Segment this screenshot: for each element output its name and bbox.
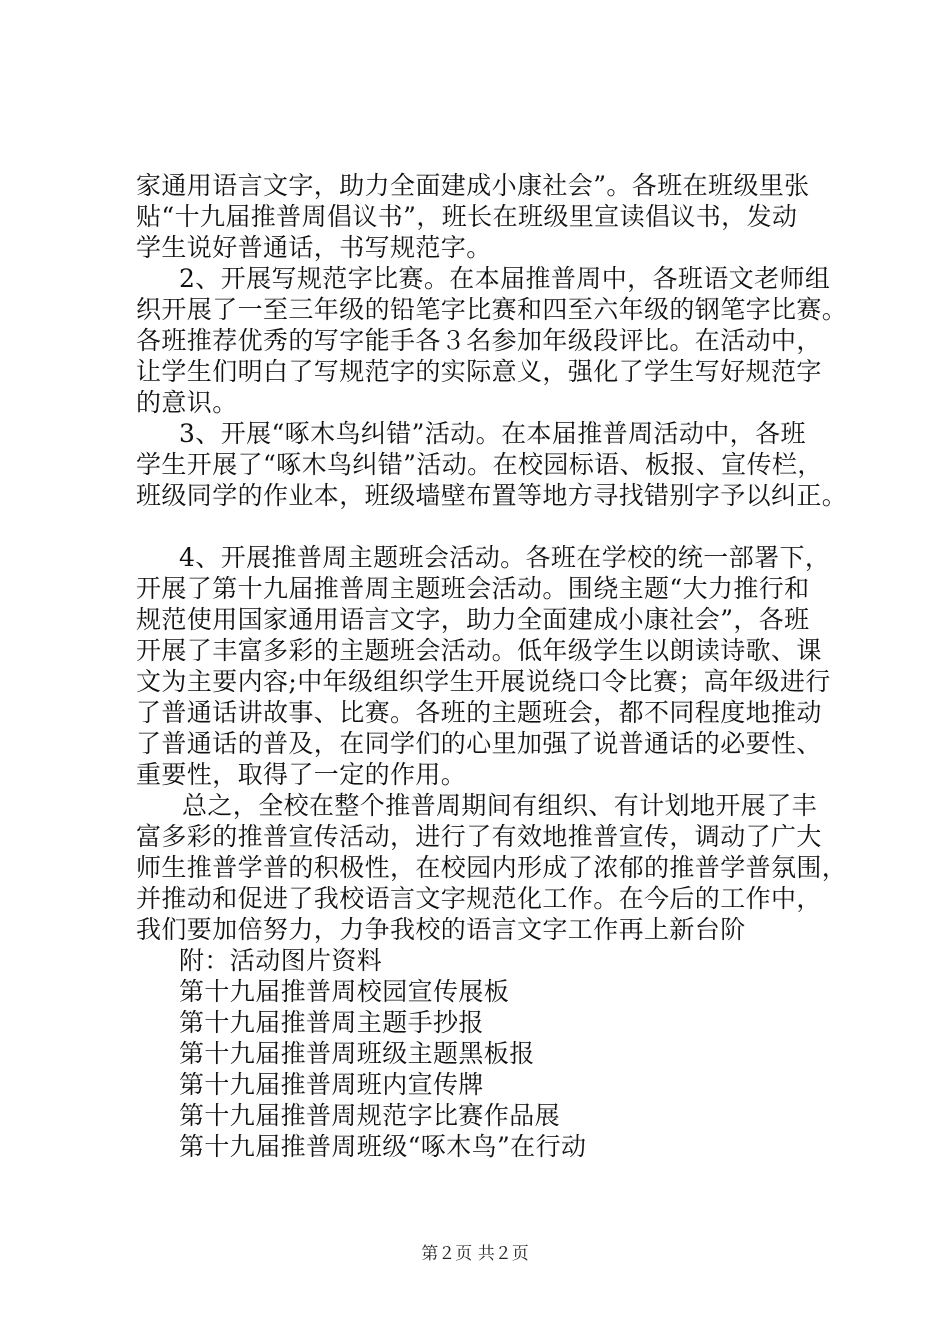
attachment-item: 第十九届推普周校园宣传展板 — [179, 977, 510, 1006]
text-line: 家通用语言文字，助力全面建成小康社会”。各班在班级里张 — [136, 171, 810, 200]
text-line: 我们要加倍努力，力争我校的语言文字工作再上新台阶 — [136, 915, 746, 944]
text-line: 富多彩的推普宣传活动，进行了有效地推普宣传，调动了广大 — [136, 822, 822, 851]
text-line: 重要性，取得了一定的作用。 — [136, 760, 467, 789]
page-number: 第２页 共２页 — [421, 1244, 529, 1264]
paragraph-woodpecker-activity — [136, 418, 848, 511]
attachment-item: 第十九届推普周班级“啄木鸟”在行动 — [179, 1132, 587, 1161]
paragraph-calligraphy-contest — [136, 263, 848, 418]
paragraph-intro — [136, 170, 836, 263]
text-line: 开展了第十九届推普周主题班会活动。围绕主题“大力推行和 — [136, 574, 810, 603]
text-line: 规范使用国家通用语言文字，助力全面建成小康社会”，各班 — [136, 605, 810, 634]
text-line: 师生推普学普的积极性，在校园内形成了浓郁的推普学普氛围， — [136, 853, 848, 882]
text-line: 4、开展推普周主题班会活动。各班在学校的统一部署下， — [179, 543, 831, 572]
text-line: 让学生们明白了写规范字的实际意义，强化了学生写好规范字 — [136, 357, 822, 386]
attachment-item: 第十九届推普周班内宣传牌 — [179, 1070, 484, 1099]
text-line: 总之，全校在整个推普周期间有组织、有计划地开展了丰 — [182, 791, 818, 820]
text-line: 班级同学的作业本，班级墙壁布置等地方寻找错别字予以纠正。 — [136, 481, 848, 510]
text-line: 开展了丰富多彩的主题班会活动。低年级学生以朗读诗歌、课 — [136, 636, 822, 665]
paragraph-spacer — [136, 511, 836, 542]
text-line: 了普通话的普及，在同学们的心里加强了说普通话的必要性、 — [136, 729, 822, 758]
attachment-heading: 附：活动图片资料 — [179, 946, 383, 975]
text-line: 学生说好普通话，书写规范字。 — [136, 233, 492, 262]
attachment-item: 第十九届推普周主题手抄报 — [179, 1008, 484, 1037]
text-line: 学生开展了“啄木鸟纠错”活动。在校园标语、板报、宣传栏， — [136, 450, 823, 479]
attachment-section — [136, 945, 836, 1162]
text-line: 3、开展“啄木鸟纠错”活动。在本届推普周活动中，各班 — [179, 419, 806, 448]
text-line: 的意识。 — [136, 388, 238, 417]
text-line: 文为主要内容;中年级组织学生开展说绕口令比赛；高年级进行 — [136, 667, 831, 696]
text-line: 贴“十九届推普周倡议书”，班长在班级里宣读倡议书，发动 — [136, 202, 798, 231]
text-line: 2、开展写规范字比赛。在本届推普周中，各班语文老师组 — [179, 264, 831, 293]
paragraph-summary — [136, 790, 848, 945]
document-body — [136, 170, 848, 1162]
text-line: 了普通话讲故事、比赛。各班的主题班会，都不同程度地推动 — [136, 698, 822, 727]
attachment-item: 第十九届推普周规范字比赛作品展 — [179, 1101, 561, 1130]
paragraph-class-meeting — [136, 542, 836, 790]
text-line: 织开展了一至三年级的铅笔字比赛和四至六年级的钢笔字比赛。 — [136, 295, 848, 324]
text-line: 并推动和促进了我校语言文字规范化工作。在今后的工作中， — [136, 884, 822, 913]
text-line: 各班推荐优秀的写字能手各３名参加年级段评比。在活动中， — [136, 326, 822, 355]
attachment-item: 第十九届推普周班级主题黑板报 — [179, 1039, 535, 1068]
